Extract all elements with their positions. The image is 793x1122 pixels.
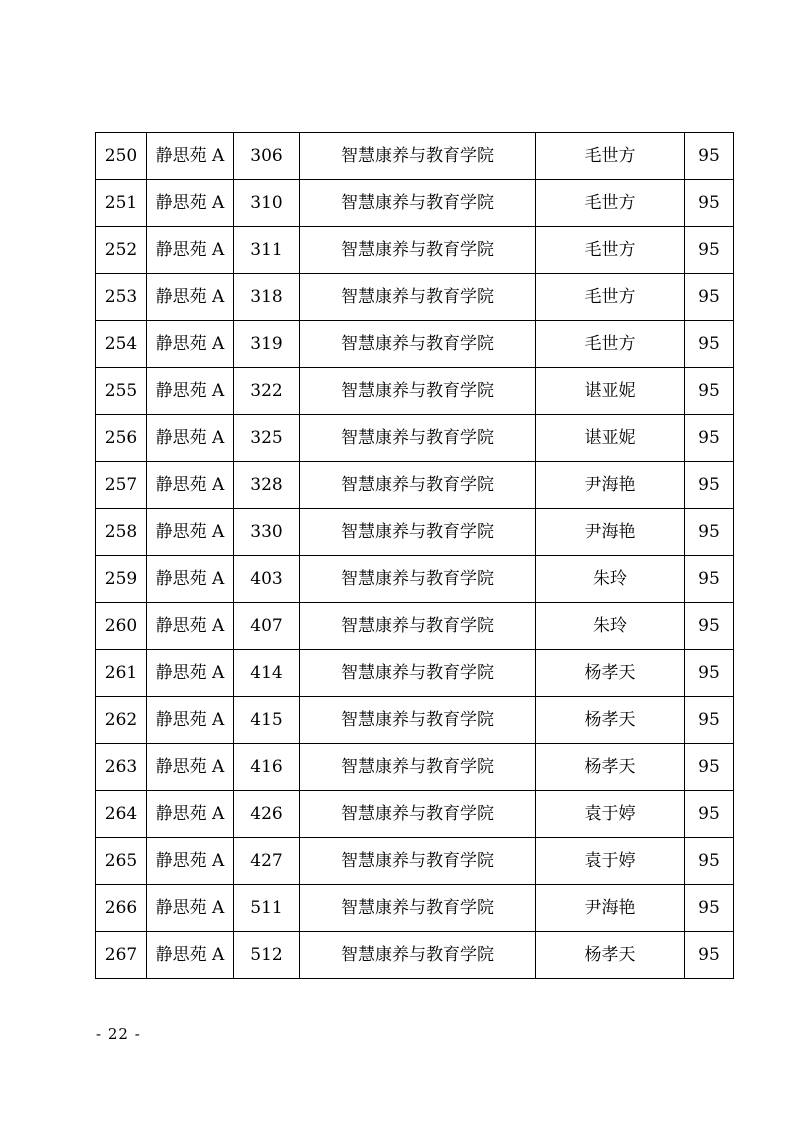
inspector-name-cell: 毛世方 [536, 133, 685, 180]
building-cell: 静思苑 A [147, 133, 234, 180]
row-number-cell: 267 [96, 932, 147, 979]
building-cell: 静思苑 A [147, 415, 234, 462]
row-number-cell: 263 [96, 744, 147, 791]
score-cell: 95 [685, 838, 734, 885]
score-cell: 95 [685, 697, 734, 744]
page-number: - 22 - [96, 1025, 141, 1043]
table-row [96, 133, 734, 180]
inspector-name-cell: 朱玲 [536, 603, 685, 650]
room-number-cell: 403 [234, 556, 300, 603]
college-cell: 智慧康养与教育学院 [300, 509, 536, 556]
room-number-cell: 416 [234, 744, 300, 791]
table-row [96, 415, 734, 462]
college-cell: 智慧康养与教育学院 [300, 321, 536, 368]
row-number-cell: 264 [96, 791, 147, 838]
building-cell: 静思苑 A [147, 462, 234, 509]
row-number-cell: 265 [96, 838, 147, 885]
row-number-cell: 254 [96, 321, 147, 368]
table-row [96, 697, 734, 744]
college-cell: 智慧康养与教育学院 [300, 368, 536, 415]
college-cell: 智慧康养与教育学院 [300, 415, 536, 462]
college-cell: 智慧康养与教育学院 [300, 133, 536, 180]
building-cell: 静思苑 A [147, 838, 234, 885]
inspector-name-cell: 毛世方 [536, 321, 685, 368]
building-cell: 静思苑 A [147, 180, 234, 227]
inspector-name-cell: 尹海艳 [536, 885, 685, 932]
college-cell: 智慧康养与教育学院 [300, 838, 536, 885]
score-cell: 95 [685, 274, 734, 321]
building-cell: 静思苑 A [147, 744, 234, 791]
table-row [96, 838, 734, 885]
room-number-cell: 414 [234, 650, 300, 697]
inspector-name-cell: 杨孝天 [536, 932, 685, 979]
table-row [96, 932, 734, 979]
building-cell: 静思苑 A [147, 932, 234, 979]
college-cell: 智慧康养与教育学院 [300, 603, 536, 650]
inspector-name-cell: 谌亚妮 [536, 415, 685, 462]
row-number-cell: 256 [96, 415, 147, 462]
table-row [96, 321, 734, 368]
row-number-cell: 251 [96, 180, 147, 227]
inspector-name-cell: 杨孝天 [536, 650, 685, 697]
row-number-cell: 252 [96, 227, 147, 274]
college-cell: 智慧康养与教育学院 [300, 650, 536, 697]
room-number-cell: 330 [234, 509, 300, 556]
building-cell: 静思苑 A [147, 650, 234, 697]
table-row [96, 556, 734, 603]
dorm-score-table [95, 132, 734, 979]
room-number-cell: 512 [234, 932, 300, 979]
row-number-cell: 260 [96, 603, 147, 650]
room-number-cell: 322 [234, 368, 300, 415]
table-row [96, 603, 734, 650]
college-cell: 智慧康养与教育学院 [300, 744, 536, 791]
row-number-cell: 257 [96, 462, 147, 509]
row-number-cell: 255 [96, 368, 147, 415]
inspector-name-cell: 毛世方 [536, 274, 685, 321]
score-cell: 95 [685, 885, 734, 932]
college-cell: 智慧康养与教育学院 [300, 556, 536, 603]
room-number-cell: 407 [234, 603, 300, 650]
building-cell: 静思苑 A [147, 227, 234, 274]
room-number-cell: 306 [234, 133, 300, 180]
score-cell: 95 [685, 603, 734, 650]
room-number-cell: 415 [234, 697, 300, 744]
score-cell: 95 [685, 744, 734, 791]
score-cell: 95 [685, 509, 734, 556]
row-number-cell: 259 [96, 556, 147, 603]
room-number-cell: 328 [234, 462, 300, 509]
room-number-cell: 427 [234, 838, 300, 885]
inspector-name-cell: 袁于婷 [536, 791, 685, 838]
row-number-cell: 253 [96, 274, 147, 321]
inspector-name-cell: 毛世方 [536, 180, 685, 227]
score-cell: 95 [685, 556, 734, 603]
college-cell: 智慧康养与教育学院 [300, 885, 536, 932]
room-number-cell: 325 [234, 415, 300, 462]
score-cell: 95 [685, 133, 734, 180]
row-number-cell: 250 [96, 133, 147, 180]
building-cell: 静思苑 A [147, 368, 234, 415]
table-row [96, 462, 734, 509]
building-cell: 静思苑 A [147, 274, 234, 321]
row-number-cell: 258 [96, 509, 147, 556]
building-cell: 静思苑 A [147, 603, 234, 650]
score-cell: 95 [685, 368, 734, 415]
row-number-cell: 262 [96, 697, 147, 744]
score-cell: 95 [685, 650, 734, 697]
inspector-name-cell: 袁于婷 [536, 838, 685, 885]
table-row [96, 227, 734, 274]
building-cell: 静思苑 A [147, 791, 234, 838]
room-number-cell: 319 [234, 321, 300, 368]
room-number-cell: 310 [234, 180, 300, 227]
table-row [96, 885, 734, 932]
college-cell: 智慧康养与教育学院 [300, 274, 536, 321]
room-number-cell: 318 [234, 274, 300, 321]
inspector-name-cell: 毛世方 [536, 227, 685, 274]
inspector-name-cell: 杨孝天 [536, 697, 685, 744]
score-cell: 95 [685, 227, 734, 274]
college-cell: 智慧康养与教育学院 [300, 462, 536, 509]
table-row [96, 368, 734, 415]
college-cell: 智慧康养与教育学院 [300, 180, 536, 227]
inspector-name-cell: 朱玲 [536, 556, 685, 603]
college-cell: 智慧康养与教育学院 [300, 227, 536, 274]
score-cell: 95 [685, 321, 734, 368]
table-row [96, 791, 734, 838]
table-row [96, 274, 734, 321]
room-number-cell: 426 [234, 791, 300, 838]
row-number-cell: 261 [96, 650, 147, 697]
room-number-cell: 511 [234, 885, 300, 932]
score-cell: 95 [685, 415, 734, 462]
college-cell: 智慧康养与教育学院 [300, 791, 536, 838]
table-row [96, 509, 734, 556]
score-cell: 95 [685, 462, 734, 509]
building-cell: 静思苑 A [147, 509, 234, 556]
college-cell: 智慧康养与教育学院 [300, 697, 536, 744]
building-cell: 静思苑 A [147, 556, 234, 603]
inspector-name-cell: 尹海艳 [536, 462, 685, 509]
building-cell: 静思苑 A [147, 697, 234, 744]
building-cell: 静思苑 A [147, 885, 234, 932]
score-cell: 95 [685, 180, 734, 227]
inspector-name-cell: 谌亚妮 [536, 368, 685, 415]
table-row [96, 650, 734, 697]
college-cell: 智慧康养与教育学院 [300, 932, 536, 979]
room-number-cell: 311 [234, 227, 300, 274]
table-row [96, 180, 734, 227]
inspector-name-cell: 杨孝天 [536, 744, 685, 791]
score-cell: 95 [685, 791, 734, 838]
inspector-name-cell: 尹海艳 [536, 509, 685, 556]
row-number-cell: 266 [96, 885, 147, 932]
building-cell: 静思苑 A [147, 321, 234, 368]
table-row [96, 744, 734, 791]
score-cell: 95 [685, 932, 734, 979]
table-body [96, 133, 734, 979]
